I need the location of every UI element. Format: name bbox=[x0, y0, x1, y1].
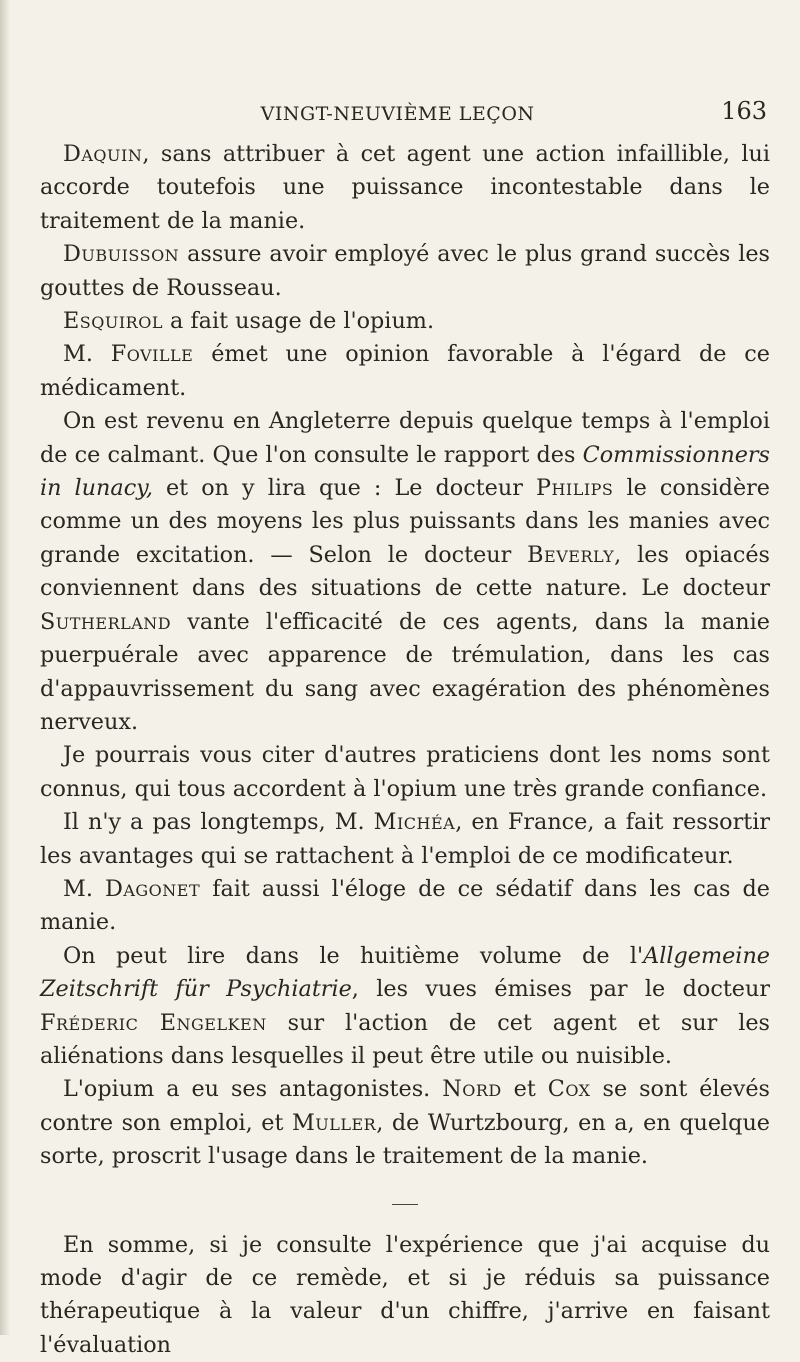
author-name: Esquirol bbox=[63, 308, 163, 335]
paragraph-michea: Il n'y a pas longtemps, M. Michéa, en France, a fait ressortir les avantages qui se rattachent à l'emploi de ce modificateur. bbox=[40, 809, 770, 869]
author-name: Foville bbox=[110, 341, 194, 368]
paragraph-foville: M. Foville émet une opinion favorable à l'égard de ce médicament. bbox=[40, 341, 770, 401]
page-header bbox=[40, 93, 785, 129]
author-name: Daquin bbox=[63, 141, 143, 167]
paragraph-dagonet: M. Dagonet fait aussi l'éloge de ce sédatif dans les cas de manie. bbox=[40, 875, 770, 936]
paragraph-antagonistes: L'opium a eu ses antagonistes. Nord et Cox se sont élevés contre son emploi, et Muller, de Wurtzbourg, en a, en quelque sorte, proscrit l'usage dans le traitement de la manie. bbox=[40, 1076, 770, 1170]
paragraph-praticiens: Je pourrais vous citer d'autres praticiens dont les noms sont connus, qui tous accordent à l'opium une très grande confiance. bbox=[40, 742, 770, 802]
page-left-edge bbox=[0, 0, 10, 1335]
author-name: Dagonet bbox=[104, 875, 201, 902]
page-number: 163 bbox=[721, 97, 767, 125]
paragraph-daquin: Daquin, sans attribuer à cet agent une action infaillible, lui accorde toutefois une puissance incontestable dans le traitement de la manie. bbox=[40, 141, 770, 234]
running-head: VINGT-NEUVIÈME LEÇON bbox=[260, 103, 535, 125]
author-name: Fréderic Engelken bbox=[40, 1009, 267, 1036]
author-name: Cox bbox=[547, 1076, 591, 1103]
author-name: Sutherland bbox=[40, 608, 172, 635]
paragraph-en-somme: En somme, si je consulte l'expérience que j'ai acquise du mode d'agir de ce remède, et si je réduis sa puissance thérapeutique à la valeur d'un chiffre, j'arrive en faisant l'évaluation bbox=[40, 1231, 770, 1358]
author-name: Muller bbox=[291, 1109, 377, 1136]
italic-title: Commissionners in lunacy, bbox=[40, 441, 770, 502]
author-name: Dubuisson bbox=[63, 241, 180, 268]
body-text bbox=[40, 138, 770, 1362]
paragraph-esquirol: Esquirol a fait usage de l'opium. bbox=[63, 308, 435, 335]
paragraph-angleterre: On est revenu en Angleterre depuis quelque temps à l'emploi de ce calmant. Que l'on consulte le rapport des Commissionners in lunacy, et on y lira que : Le docteur Philips le considère comme un des moyens les plus puissants dans les manies avec grande excitation. — Selon le docteur Beverly, les opiacés conviennent dans des situations de cette nature. Le docteur Sutherland vante l'efficacité de ces agents, dans la manie puerpuérale avec apparence de trémulation, dans les cas d'appauvrissement du sang avec exagération des phénomènes nerveux. bbox=[40, 408, 771, 735]
author-name: Michéa bbox=[373, 809, 456, 836]
author-name: Philips bbox=[535, 475, 614, 502]
author-name: Nord bbox=[442, 1076, 502, 1103]
paragraph-dubuisson: Dubuisson assure avoir employé avec le plus grand succès les gouttes de Rousseau. bbox=[40, 241, 770, 301]
paragraph-allgemeine: On peut lire dans le huitième volume de l'Allgemeine Zeitschrift für Psychiatrie, les vues émises par le docteur Fréderic Engelken sur l'action de cet agent et sur les aliénations dans lesquelles il peut être utile ou nuisible. bbox=[40, 942, 771, 1069]
author-name: Beverly bbox=[527, 541, 615, 568]
italic-title: Allgemeine Zeitschrift für Psychiatrie bbox=[40, 942, 770, 1003]
section-divider bbox=[392, 1204, 418, 1205]
